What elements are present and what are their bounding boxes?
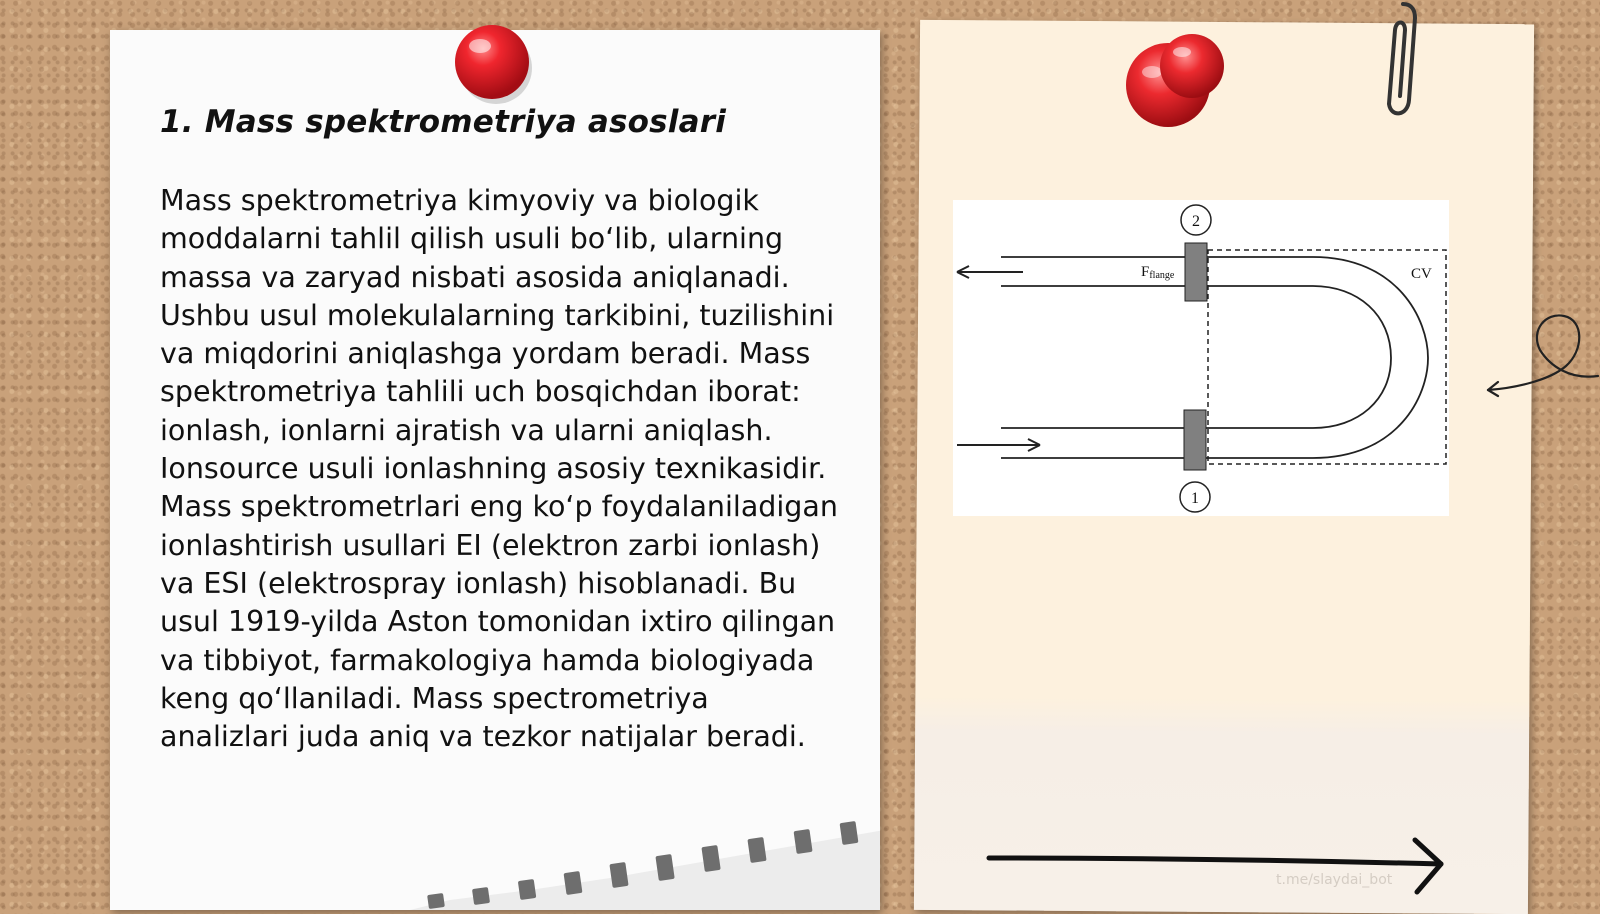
flange-top (1185, 243, 1207, 301)
flange-force-label: Fflange (1141, 264, 1175, 281)
slide-title: 1. Mass spektrometriya asoslari (160, 104, 727, 140)
push-pin-icon (1120, 30, 1238, 134)
push-pin-icon (450, 20, 536, 106)
control-volume-boundary (1208, 250, 1446, 464)
control-volume-label: CV (1411, 266, 1432, 282)
flange-bottom (1184, 410, 1206, 470)
station-2-label: 2 (1192, 213, 1200, 230)
paper-clip-icon (1373, 0, 1423, 126)
flow-loop-diagram (953, 200, 1449, 516)
watermark-text: t.me/slaydai_bot (1276, 872, 1393, 888)
curly-arrow-icon (1480, 310, 1600, 410)
slide-body-text: Mass spektrometriya kimyoviy va biologik moddalarni tahlil qilish usuli bo‘lib, ularning massa va zaryad nisbati asosida aniqlanadi. Ushbu usul molekulalarning tarkibini, tuzilishini va miqdorini aniqlashga yordam beradi. Mass spektrometriya tahlili uch bosqichdan iborat: ionlash, ionlarni ajratish va ularni aniqlash. Ionsource usuli ionlashning asosiy texnikasidir. Mass spektrometrlari eng ko‘p foydalaniladigan ionlashtirish usullari EI (elektron zarbi ionlash) va ESI (elektrospray ionlash) hisoblanadi. Bu usul 1919-yilda Aston tomonidan ixtiro qilingan va tibbiyot, farmakologiya hamda biologiyada keng qo‘llaniladi. Mass spectrometriya analizlari juda aniq va tezkor natijalar beradi. (160, 184, 838, 754)
station-1-label: 1 (1191, 490, 1199, 507)
pipe-inner-wall (1001, 286, 1391, 428)
torn-paper-edge (410, 800, 880, 910)
flow-loop-svg (953, 200, 1449, 516)
text-note-card (110, 30, 880, 910)
